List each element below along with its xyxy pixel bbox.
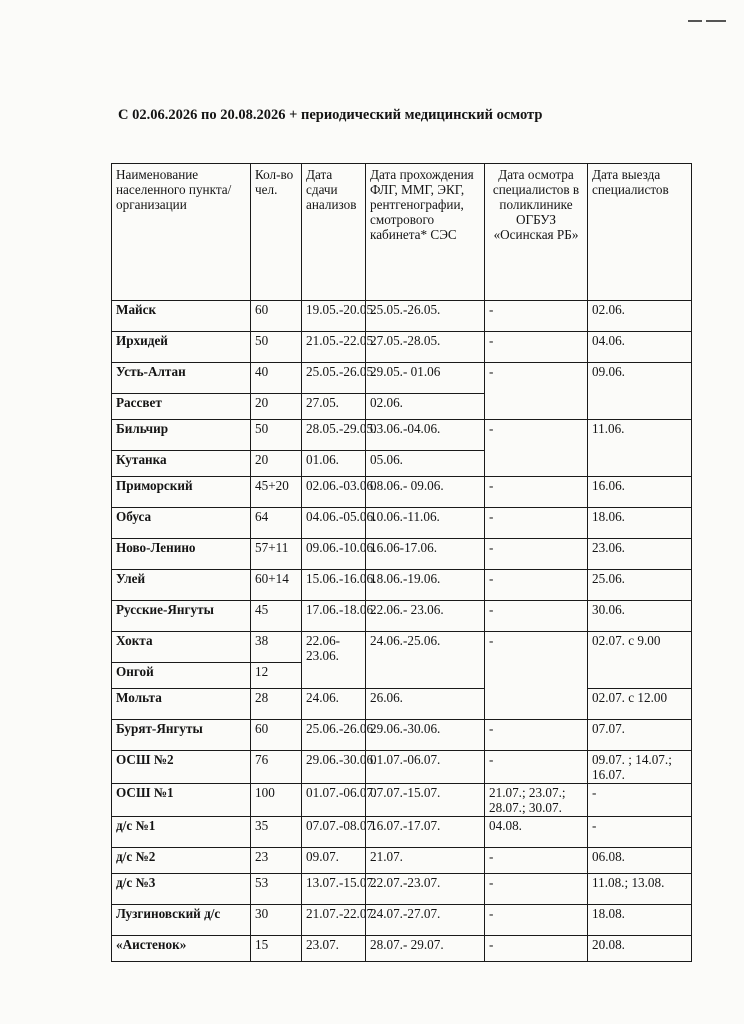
schedule-table [111, 163, 692, 962]
row-exam-date: 22.07.-23.07. [366, 874, 485, 905]
row-count: 50 [251, 332, 302, 363]
row-departure-date: 09.07. ; 14.07.; 16.07. [588, 751, 692, 784]
row-exam-date: 02.06. [366, 394, 485, 420]
row-clinic-date: - [485, 508, 588, 539]
row-name: Майск [112, 301, 251, 332]
row-clinic-date: - [485, 332, 588, 363]
row-analysis-date: 04.06.-05.06. [302, 508, 366, 539]
row-analysis-date: 27.05. [302, 394, 366, 420]
row-exam-date: 07.07.-15.07. [366, 784, 485, 817]
header-departure-date: Дата выезда специалистов [588, 164, 692, 301]
row-analysis-date: 01.07.-06.07. [302, 784, 366, 817]
row-name: Ново-Ленино [112, 539, 251, 570]
row-count: 100 [251, 784, 302, 817]
row-count: 60+14 [251, 570, 302, 601]
corner-scan-mark [688, 18, 728, 24]
row-count: 28 [251, 689, 302, 720]
row-analysis-date: 25.06.-26.06. [302, 720, 366, 751]
row-count: 57+11 [251, 539, 302, 570]
row-exam-date: 21.07. [366, 848, 485, 874]
row-clinic-date: - [485, 539, 588, 570]
row-departure-date: 16.06. [588, 477, 692, 508]
row-clinic-date: - [485, 570, 588, 601]
row-exam-date: 27.05.-28.05. [366, 332, 485, 363]
row-clinic-date: - [485, 905, 588, 936]
row-analysis-date: 09.07. [302, 848, 366, 874]
row-departure-date: 02.07. с 9.00 [588, 632, 692, 689]
row-clinic-date: - [485, 720, 588, 751]
row-name: «Аистенок» [112, 936, 251, 962]
row-clinic-date: - [485, 751, 588, 784]
row-count: 20 [251, 394, 302, 420]
row-exam-date: 29.05.- 01.06 [366, 363, 485, 394]
row-name: д/с №2 [112, 848, 251, 874]
row-analysis-date: 29.06.-30.06. [302, 751, 366, 784]
header-analysis-date: Дата сдачи анализов [302, 164, 366, 301]
row-analysis-date: 09.06.-10.06. [302, 539, 366, 570]
row-count: 64 [251, 508, 302, 539]
row-departure-date: - [588, 784, 692, 817]
row-exam-date: 08.06.- 09.06. [366, 477, 485, 508]
table-row [112, 751, 692, 784]
row-name: ОСШ №2 [112, 751, 251, 784]
header-clinic-date: Дата осмотра специалистов в поликлинике ОГБУЗ «Осинская РБ» [485, 164, 588, 301]
row-count: 15 [251, 936, 302, 962]
row-departure-date: 09.06. [588, 363, 692, 420]
row-exam-date: 24.06.-25.06. [366, 632, 485, 689]
row-clinic-date: 04.08. [485, 817, 588, 848]
row-name: Усть-Алтан [112, 363, 251, 394]
row-departure-date: 30.06. [588, 601, 692, 632]
row-departure-date: 11.08.; 13.08. [588, 874, 692, 905]
row-name: Мольта [112, 689, 251, 720]
row-analysis-date: 17.06.-18.06. [302, 601, 366, 632]
row-exam-date: 28.07.- 29.07. [366, 936, 485, 962]
row-departure-date: 02.07. с 12.00 [588, 689, 692, 720]
table-row [112, 477, 692, 508]
row-analysis-date: 02.06.-03.06. [302, 477, 366, 508]
row-exam-date: 22.06.- 23.06. [366, 601, 485, 632]
row-clinic-date: - [485, 601, 588, 632]
row-analysis-date: 21.07.-22.07. [302, 905, 366, 936]
row-name: Онгой [112, 663, 251, 689]
row-departure-date: 25.06. [588, 570, 692, 601]
row-analysis-date: 22.06-23.06. [302, 632, 366, 689]
header-count: Кол-во чел. [251, 164, 302, 301]
table-row [112, 784, 692, 817]
row-clinic-date: 21.07.; 23.07.; 28.07.; 30.07. [485, 784, 588, 817]
row-clinic-date: - [485, 477, 588, 508]
row-analysis-date: 15.06.-16.06. [302, 570, 366, 601]
row-exam-date: 05.06. [366, 451, 485, 477]
row-exam-date: 10.06.-11.06. [366, 508, 485, 539]
row-departure-date: 07.07. [588, 720, 692, 751]
row-name: Бурят-Янгуты [112, 720, 251, 751]
row-clinic-date: - [485, 420, 588, 477]
table-row [112, 720, 692, 751]
table-row [112, 874, 692, 905]
row-count: 23 [251, 848, 302, 874]
row-count: 53 [251, 874, 302, 905]
row-count: 50 [251, 420, 302, 451]
row-count: 60 [251, 720, 302, 751]
row-name: Обуса [112, 508, 251, 539]
table-row [112, 420, 692, 451]
row-count: 20 [251, 451, 302, 477]
table-row [112, 936, 692, 962]
row-name: Русские-Янгуты [112, 601, 251, 632]
row-name: Бильчир [112, 420, 251, 451]
row-count: 60 [251, 301, 302, 332]
row-clinic-date: - [485, 632, 588, 720]
row-departure-date: 20.08. [588, 936, 692, 962]
row-departure-date: 06.08. [588, 848, 692, 874]
table-row [112, 301, 692, 332]
table-row [112, 632, 692, 663]
row-exam-date: 16.07.-17.07. [366, 817, 485, 848]
row-analysis-date: 19.05.-20.05. [302, 301, 366, 332]
row-count: 76 [251, 751, 302, 784]
row-name: ОСШ №1 [112, 784, 251, 817]
row-count: 30 [251, 905, 302, 936]
row-name: Хокта [112, 632, 251, 663]
row-count: 45+20 [251, 477, 302, 508]
row-name: Приморский [112, 477, 251, 508]
row-analysis-date: 07.07.-08.07. [302, 817, 366, 848]
table-row [112, 539, 692, 570]
row-name: Улей [112, 570, 251, 601]
row-count: 40 [251, 363, 302, 394]
row-analysis-date: 23.07. [302, 936, 366, 962]
row-analysis-date: 21.05.-22.05. [302, 332, 366, 363]
row-exam-date: 29.06.-30.06. [366, 720, 485, 751]
row-clinic-date: - [485, 301, 588, 332]
header-exam-date: Дата прохождения ФЛГ, ММГ, ЭКГ, рентгенографии, смотрового кабинета* СЭС [366, 164, 485, 301]
table-row [112, 817, 692, 848]
page-title: С 02.06.2026 по 20.08.2026 + периодический медицинский осмотр [118, 107, 543, 123]
row-analysis-date: 28.05.-29.05. [302, 420, 366, 451]
row-name: д/с №3 [112, 874, 251, 905]
row-departure-date: 18.08. [588, 905, 692, 936]
row-name: Рассвет [112, 394, 251, 420]
row-analysis-date: 24.06. [302, 689, 366, 720]
row-exam-date: 25.05.-26.05. [366, 301, 485, 332]
table-row [112, 508, 692, 539]
table-header-row [112, 164, 692, 301]
row-exam-date: 26.06. [366, 689, 485, 720]
row-name: Кутанка [112, 451, 251, 477]
table-row [112, 848, 692, 874]
row-name: д/с №1 [112, 817, 251, 848]
row-clinic-date: - [485, 936, 588, 962]
row-count: 35 [251, 817, 302, 848]
table-row [112, 601, 692, 632]
row-departure-date: 02.06. [588, 301, 692, 332]
row-analysis-date: 25.05.-26.05. [302, 363, 366, 394]
row-clinic-date: - [485, 363, 588, 420]
row-departure-date: 18.06. [588, 508, 692, 539]
row-departure-date: 11.06. [588, 420, 692, 477]
row-clinic-date: - [485, 848, 588, 874]
row-departure-date: - [588, 817, 692, 848]
row-exam-date: 18.06.-19.06. [366, 570, 485, 601]
header-settlement: Наименование населенного пункта/организации [112, 164, 251, 301]
table-row [112, 363, 692, 394]
table-row [112, 689, 692, 720]
row-count: 38 [251, 632, 302, 663]
row-exam-date: 16.06-17.06. [366, 539, 485, 570]
row-name: Ирхидей [112, 332, 251, 363]
row-analysis-date: 01.06. [302, 451, 366, 477]
row-departure-date: 23.06. [588, 539, 692, 570]
row-count: 12 [251, 663, 302, 689]
row-exam-date: 24.07.-27.07. [366, 905, 485, 936]
row-name: Лузгиновский д/с [112, 905, 251, 936]
row-clinic-date: - [485, 874, 588, 905]
table-row [112, 332, 692, 363]
row-departure-date: 04.06. [588, 332, 692, 363]
row-exam-date: 03.06.-04.06. [366, 420, 485, 451]
row-exam-date: 01.07.-06.07. [366, 751, 485, 784]
row-count: 45 [251, 601, 302, 632]
table-row [112, 905, 692, 936]
row-analysis-date: 13.07.-15.07. [302, 874, 366, 905]
table-row [112, 570, 692, 601]
